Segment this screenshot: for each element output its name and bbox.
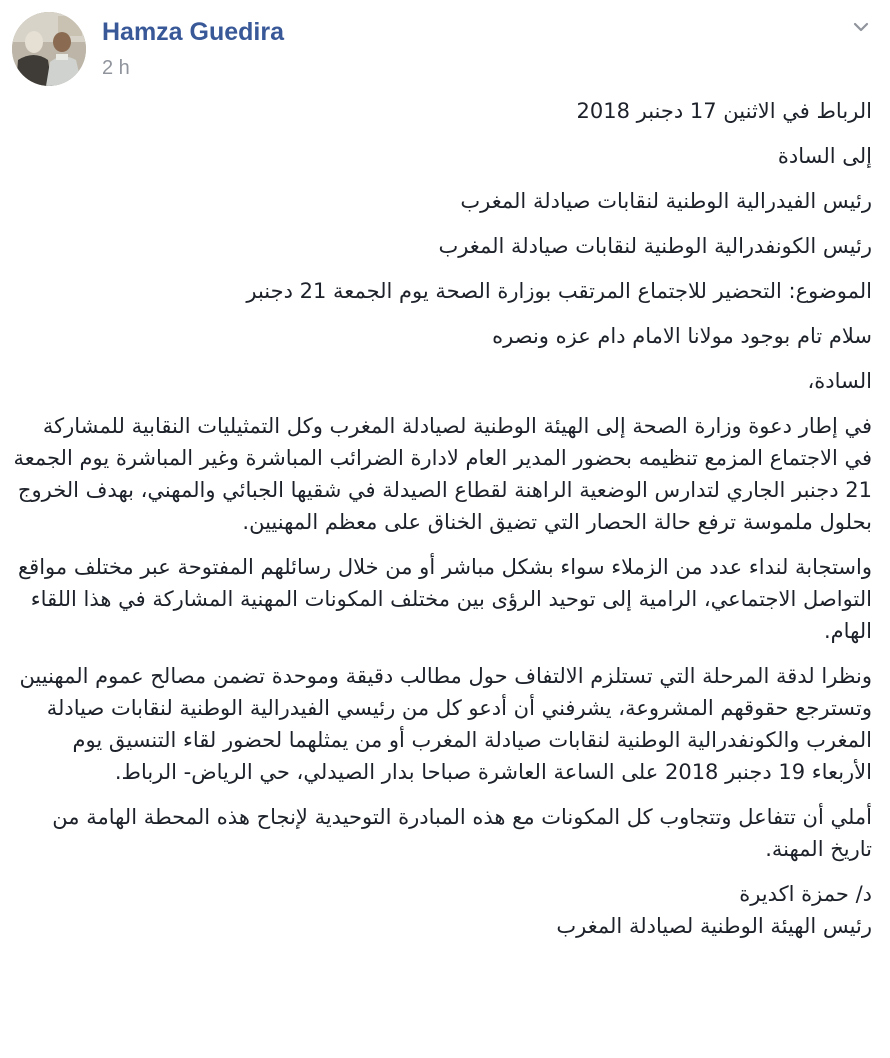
post-date-line: الرباط في الاثنين 17 دجنبر 2018 — [576, 99, 872, 123]
avatar-photo — [12, 12, 86, 86]
post-paragraph: في إطار دعوة وزارة الصحة إلى الهيئة الوطنية لصيادلة المغرب وكل التمثيليات النقابية للمشاركة في الاجتماع المزمع تنظيمه بحضور المدير العام لادارة الضرائب المباشرة وغير المباشرة يوم الجمعة 21 دجنبر الجاري لتدارس الوضعية الراهنة لقطاع الصيدلة في شقيها الجبائي والمهني، بهدف الخروج بحلول ملموسة ترفع حالة الحصار التي تضيق الخناق على معظم المهنيين. — [13, 414, 872, 534]
post-timestamp[interactable]: 2 h — [102, 57, 130, 79]
post-subject: الموضوع: التحضير للاجتماع المرتقب بوزارة الصحة يوم الجمعة 21 دجنبر — [246, 279, 872, 303]
post-addressee-federation: رئيس الفيدرالية الوطنية لنقابات صيادلة المغرب — [460, 189, 872, 213]
post-header — [0, 0, 890, 96]
author-name[interactable]: Hamza Guedira — [102, 18, 285, 46]
post-paragraph: ونظرا لدقة المرحلة التي تستلزم الالتفاف حول مطالب دقيقة وموحدة تضمن مصالح عموم المهنيين وتسترجع حقوقهم المشروعة، يشرفني أن أدعو كل من رئيسي الفيدرالية الوطنية لنقابات صيادلة المغرب والكونفدرالية الوطنية لنقابات صيادلة المغرب أو من يمثلهما لحضور لقاء التنسيق يوم الأربعاء 19 دجنبر 2018 على الساعة العاشرة صباحا بدار الصيدلي، حي الرياض- الرباط. — [19, 664, 872, 784]
avatar[interactable] — [12, 12, 86, 86]
post-paragraph: أملي أن تتفاعل وتتجاوب كل المكونات مع هذه المبادرة التوحيدية لإنجاح هذه المحطة الهامة من تاريخ المهنة. — [52, 805, 872, 861]
post-greeting: سلام تام بوجود مولانا الامام دام عزه ونصره — [492, 324, 872, 348]
post-body — [10, 95, 872, 942]
post-addressee-confederation: رئيس الكونفدرالية الوطنية لنقابات صيادلة المغرب — [438, 234, 872, 258]
post-signature-name: د/ حمزة اكديرة — [739, 882, 872, 906]
chevron-down-icon[interactable] — [846, 12, 876, 42]
post-paragraph: واستجابة لنداء عدد من الزملاء سواء بشكل مباشر أو من خلال رسائلهم المفتوحة عبر مختلف مواقع التواصل الاجتماعي، الرامية إلى توحيد الرؤى بين مختلف المكونات المهنية المشاركة في هذا اللقاء الهام. — [18, 555, 872, 643]
post-addressee-intro: إلى السادة — [777, 144, 872, 168]
post-signature-title: رئيس الهيئة الوطنية لصيادلة المغرب — [556, 914, 872, 938]
post-salutation: السادة، — [807, 369, 872, 393]
